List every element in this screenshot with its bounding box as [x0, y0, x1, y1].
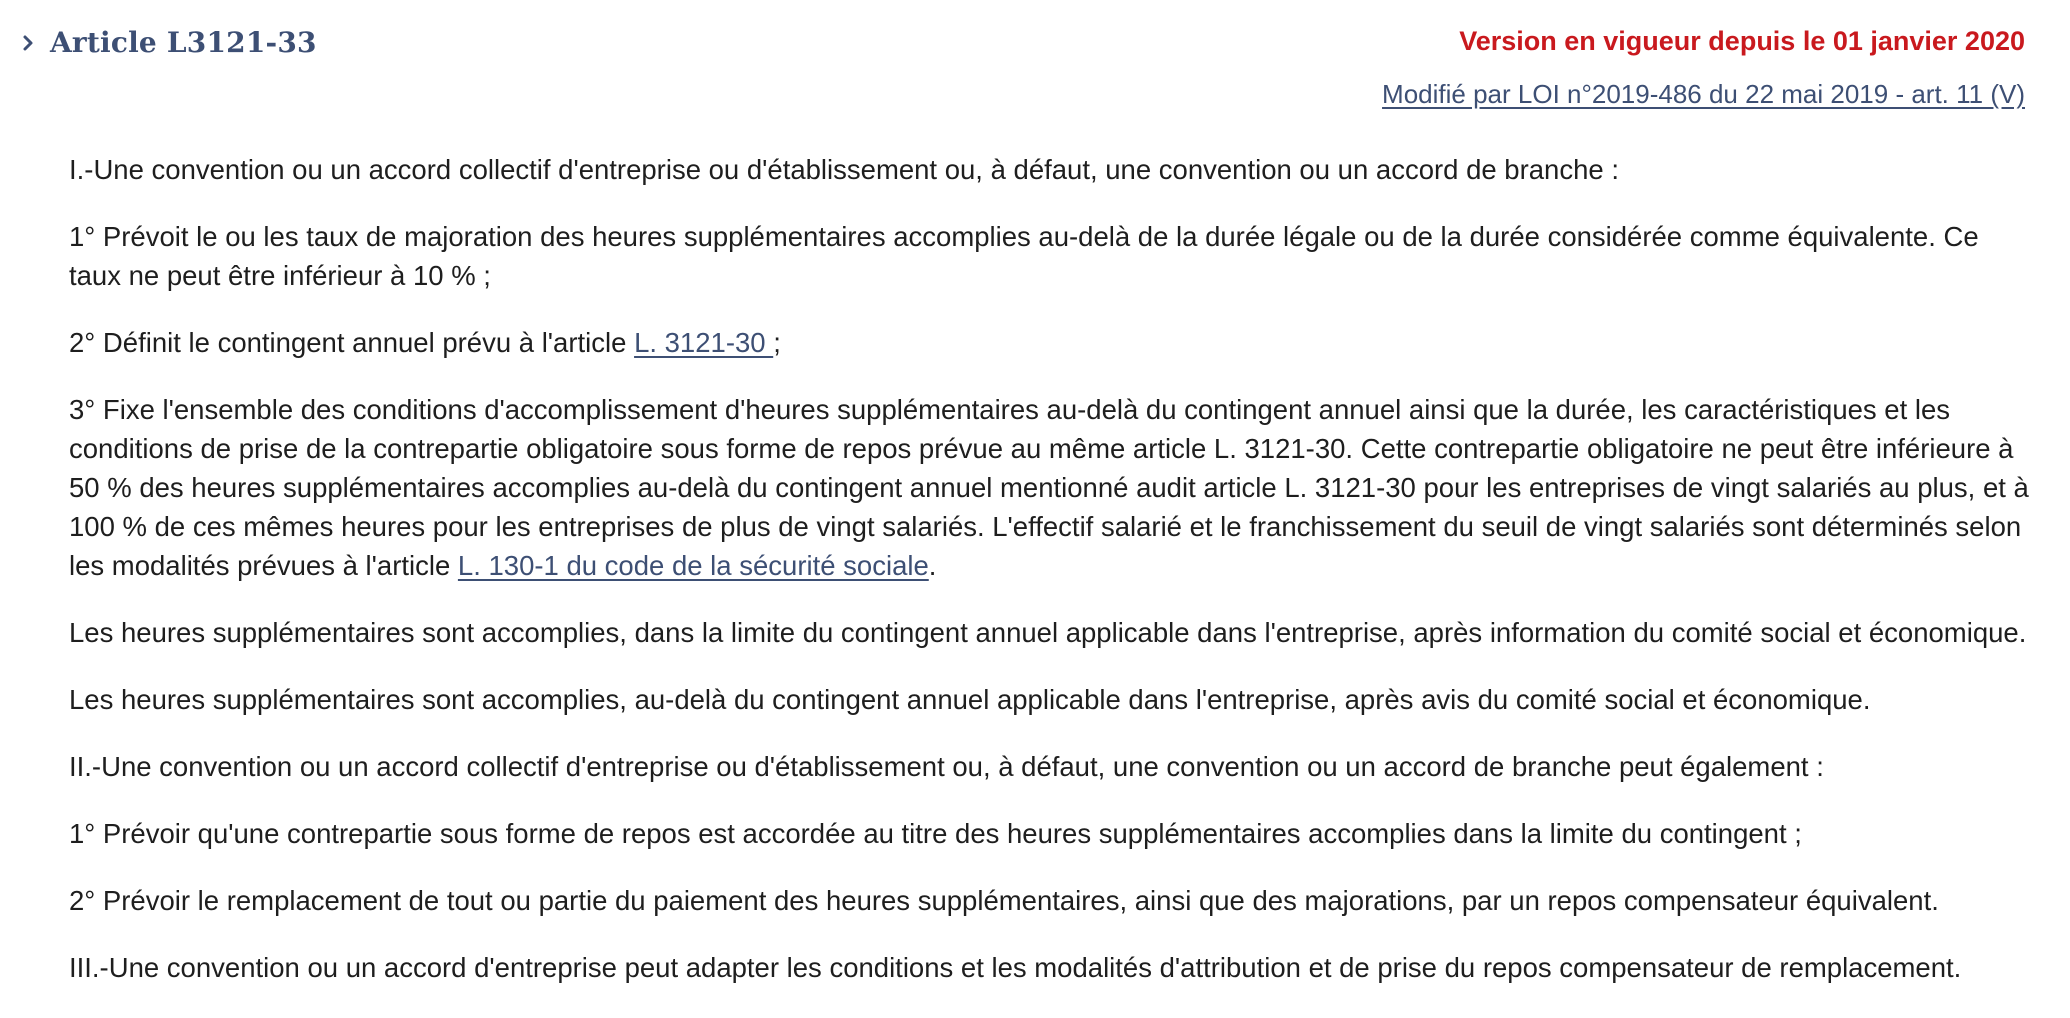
paragraph-8: 1° Prévoir qu'une contrepartie sous forme de repos est accordée au titre des heures supplémentaires accomplies dans la limite du contingent ; [69, 818, 1802, 849]
version-status: Version en vigueur depuis le 01 janvier 2020 [1459, 26, 2025, 56]
paragraph-3 [69, 323, 2029, 362]
article-toggle[interactable] [22, 26, 317, 59]
paragraph-7: II.-Une convention ou un accord collectif d'entreprise ou d'établissement ou, à défaut, une convention ou un accord de branche peut également : [69, 751, 1824, 782]
paragraph-3-end: ; [773, 327, 781, 358]
article-body [69, 150, 2029, 1015]
article-title: Article L3121-33 [50, 26, 317, 59]
paragraph-4 [69, 390, 2029, 585]
paragraph-3-text: 2° Définit le contingent annuel prévu à l'article [69, 327, 635, 358]
article-l3121-30-link[interactable]: L. 3121-30 [634, 327, 774, 358]
paragraph-10: III.-Une convention ou un accord d'entreprise peut adapter les conditions et les modalités d'attribution et de prise du repos compensateur de remplacement. [69, 952, 1962, 983]
paragraph-9: 2° Prévoir le remplacement de tout ou partie du paiement des heures supplémentaires, ainsi que des majorations, par un repos compensateur équivalent. [69, 885, 1939, 916]
modified-by-link[interactable]: Modifié par LOI n°2019-486 du 22 mai 2019 - art. 11 (V) [1382, 79, 2025, 109]
article-l130-1-link[interactable]: L. 130-1 du code de la sécurité sociale [457, 550, 929, 581]
article-header [0, 0, 2070, 130]
paragraph-4-end: . [928, 550, 937, 581]
paragraph-5: Les heures supplémentaires sont accomplies, dans la limite du contingent annuel applicable dans l'entreprise, après information du comité social et économique. [69, 617, 2027, 648]
paragraph-6: Les heures supplémentaires sont accomplies, au-delà du contingent annuel applicable dans l'entreprise, après avis du comité social et économique. [69, 684, 1871, 715]
chevron-right-icon [22, 33, 38, 53]
paragraph-2: 1° Prévoit le ou les taux de majoration des heures supplémentaires accomplies au-delà de la durée légale ou de la durée considérée comme équivalente. Ce taux ne peut être inférieur à 10 % ; [69, 221, 1979, 291]
paragraph-4-text: 3° Fixe l'ensemble des conditions d'accomplissement d'heures supplémentaires au-delà du contingent annuel ainsi que la durée, les caractéristiques et les conditions de prise de la contrepartie obligatoire sous forme de repos prévue au même article L. 3121-30. Cette contrepartie obligatoire ne peut être inférieure à 50 % des heures supplémentaires accomplies au-delà du contingent annuel mentionné audit article L. 3121-30 pour les entreprises de vingt salariés au plus, et à 100 % de ces mêmes heures pour les entreprises de plus de vingt salariés. L'effectif salarié et le franchissement du seuil de vingt salariés sont déterminés selon les modalités prévues à l'article [69, 394, 2029, 581]
paragraph-1: I.-Une convention ou un accord collectif d'entreprise ou d'établissement ou, à défaut, une convention ou un accord de branche : [69, 154, 1619, 185]
